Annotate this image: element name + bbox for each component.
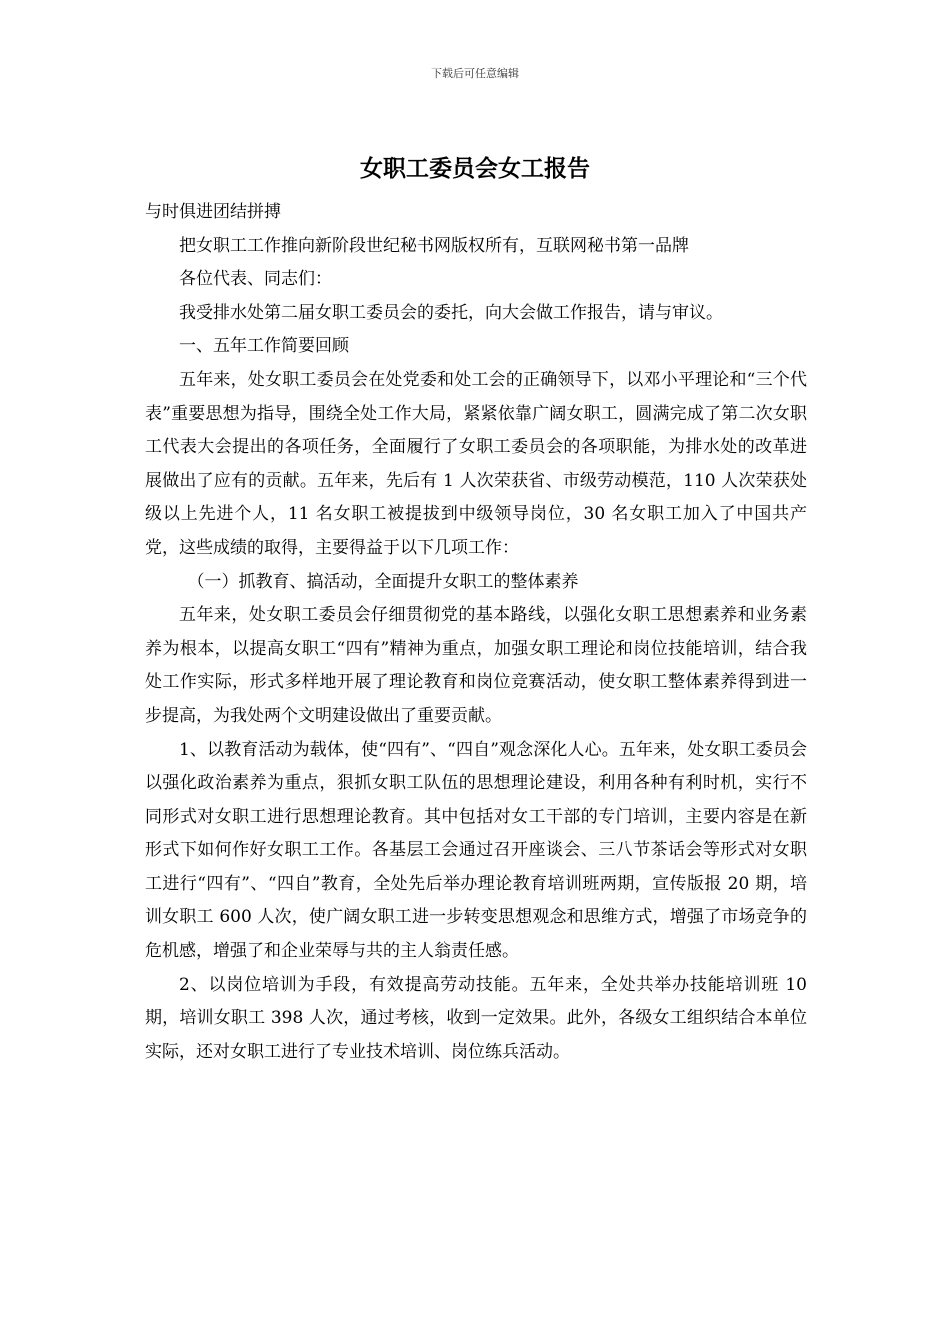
subtitle-line: 与时俱进团结拼搏: [145, 202, 281, 222]
salutation: 各位代表、同志们：: [179, 269, 332, 290]
section-heading: 一、五年工作简要回顾: [179, 336, 349, 357]
paragraph-item-2: 2、以岗位培训为手段，有效提高劳动技能。五年来，全处共举办技能培训班 10 期，培训女职工 398 人次，通过考核，收到一定效果。此外，各级女工组织结合本单位实际，还对女职工进行了专业技术培训、岗位练兵活动。: [145, 974, 807, 1062]
subsection-heading: （一）抓教育、搞活动，全面提升女职工的整体素养: [187, 571, 579, 592]
paragraph-review: 五年来，处女职工委员会在处党委和处工会的正确领导下，以邓小平理论和“三个代表”重要思想为指导，围绕全处工作大局，紧紧依靠广阔女职工，圆满完成了第二次女职工代表大会提出的各项任务，全面履行了女职工委员会的各项职能，为排水处的改革进展做出了应有的贡献。五年来，先后有 1 人次荣获省、市级劳动模范，110 人次荣获处级以上先进个人，11 名女职工被提拔到中级领导岗位，30 名女职工加入了中国共产党，这些成绩的取得，主要得益于以下几项工作：: [145, 369, 807, 558]
paragraph-education: 五年来，处女职工委员会仔细贯彻党的基本路线，以强化女职工思想素养和业务素养为根本，以提高女职工“四有”精神为重点，加强女职工理论和岗位技能培训，结合我处工作实际，形式多样地开展了理论教育和岗位竞赛活动，使女职工整体素养得到进一步提高，为我处两个文明建设做出了重要贡献。: [145, 605, 807, 726]
paragraph-intro: 我受排水处第二届女职工委员会的委托，向大会做工作报告，请与审议。: [179, 302, 723, 323]
paragraph-item-1: 1、以教育活动为载体，使“四有”、“四自”观念深化人心。五年来，处女职工委员会以强化政治素养为重点，狠抓女职工队伍的思想理论建设，利用各种有利时机，实行不同形式对女职工进行思想理论教育。其中包括对女工干部的专门培训，主要内容是在新形式下如何作好女职工工作。各基层工会通过召开座谈会、三八节茶话会等形式对女职工进行“四有”、“四自”教育，全处先后举办理论教育培训班两期，宣传版报 20 期，培训女职工 600 人次，使广阔女职工进一步转变思想观念和思维方式，增强了市场竞争的危机感，增强了和企业荣辱与共的主人翁责任感。: [145, 739, 807, 962]
subtitle-secondary: 把女职工工作推向新阶段世纪秘书网版权所有，互联网秘书第一品牌: [179, 235, 689, 256]
header-note: 下载后可任意编辑: [431, 67, 519, 80]
document-title: 女职工委员会女工报告: [360, 155, 590, 182]
document-body: [145, 196, 807, 1069]
